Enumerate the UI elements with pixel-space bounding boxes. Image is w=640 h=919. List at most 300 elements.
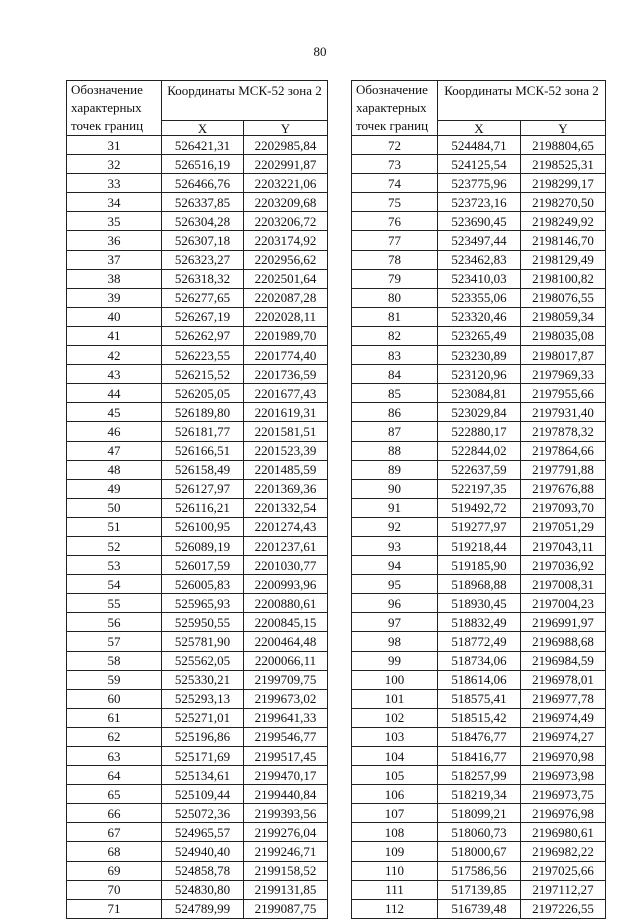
y-coordinate-cell: 2201485,59 bbox=[244, 460, 328, 479]
point-number-cell: 77 bbox=[352, 231, 438, 250]
y-coordinate-cell: 2196991,97 bbox=[521, 613, 606, 632]
x-coordinate-cell: 525271,01 bbox=[162, 708, 244, 727]
x-coordinate-cell: 526158,49 bbox=[162, 460, 244, 479]
x-column-header: X bbox=[162, 121, 244, 136]
table-row bbox=[67, 899, 328, 918]
point-number-cell: 44 bbox=[67, 384, 162, 403]
y-coordinate-cell: 2201677,43 bbox=[244, 384, 328, 403]
table-row bbox=[352, 384, 606, 403]
x-coordinate-cell: 517139,85 bbox=[438, 880, 521, 899]
table-row bbox=[352, 479, 606, 498]
y-coordinate-cell: 2197931,40 bbox=[521, 403, 606, 422]
table-row bbox=[352, 231, 606, 250]
y-coordinate-cell: 2196982,22 bbox=[521, 842, 606, 861]
y-coordinate-cell: 2198100,82 bbox=[521, 269, 606, 288]
x-coordinate-cell: 523230,89 bbox=[438, 346, 521, 365]
y-coordinate-cell: 2198525,31 bbox=[521, 155, 606, 174]
x-coordinate-cell: 526267,19 bbox=[162, 307, 244, 326]
x-coordinate-cell: 516739,48 bbox=[438, 899, 521, 918]
table-row bbox=[352, 517, 606, 536]
table-row bbox=[67, 326, 328, 345]
table-row bbox=[67, 250, 328, 269]
y-coordinate-cell: 2199641,33 bbox=[244, 708, 328, 727]
y-coordinate-cell: 2196973,98 bbox=[521, 766, 606, 785]
x-coordinate-cell: 525781,90 bbox=[162, 632, 244, 651]
y-column-header: Y bbox=[244, 121, 328, 136]
y-coordinate-cell: 2201030,77 bbox=[244, 556, 328, 575]
point-number-cell: 74 bbox=[352, 174, 438, 193]
table-row bbox=[67, 403, 328, 422]
table-row bbox=[67, 441, 328, 460]
point-number-cell: 81 bbox=[352, 307, 438, 326]
point-number-cell: 82 bbox=[352, 326, 438, 345]
y-coordinate-cell: 2199276,04 bbox=[244, 823, 328, 842]
table-row bbox=[352, 842, 606, 861]
y-coordinate-cell: 2201332,54 bbox=[244, 498, 328, 517]
table-row bbox=[352, 536, 606, 555]
table-row bbox=[67, 594, 328, 613]
x-coordinate-cell: 517586,56 bbox=[438, 861, 521, 880]
y-coordinate-cell: 2199246,71 bbox=[244, 842, 328, 861]
point-number-cell: 100 bbox=[352, 670, 438, 689]
coordinates-table-left bbox=[66, 80, 328, 919]
table-row bbox=[67, 422, 328, 441]
table-row bbox=[67, 212, 328, 231]
point-number-cell: 71 bbox=[67, 899, 162, 918]
y-coordinate-cell: 2199440,84 bbox=[244, 785, 328, 804]
x-coordinate-cell: 526089,19 bbox=[162, 536, 244, 555]
point-number-cell: 58 bbox=[67, 651, 162, 670]
table-row bbox=[67, 346, 328, 365]
table-row bbox=[67, 632, 328, 651]
x-coordinate-cell: 524789,99 bbox=[162, 899, 244, 918]
x-coordinate-cell: 523462,83 bbox=[438, 250, 521, 269]
y-coordinate-cell: 2197004,23 bbox=[521, 594, 606, 613]
x-coordinate-cell: 526205,05 bbox=[162, 384, 244, 403]
point-number-cell: 73 bbox=[352, 155, 438, 174]
y-coordinate-cell: 2201619,31 bbox=[244, 403, 328, 422]
x-coordinate-cell: 523029,84 bbox=[438, 403, 521, 422]
x-coordinate-cell: 526100,95 bbox=[162, 517, 244, 536]
table-row bbox=[352, 632, 606, 651]
point-number-cell: 79 bbox=[352, 269, 438, 288]
table-row bbox=[67, 747, 328, 766]
x-coordinate-cell: 524125,54 bbox=[438, 155, 521, 174]
y-coordinate-cell: 2199087,75 bbox=[244, 899, 328, 918]
point-number-cell: 62 bbox=[67, 727, 162, 746]
x-coordinate-cell: 522880,17 bbox=[438, 422, 521, 441]
table-row bbox=[352, 594, 606, 613]
point-number-cell: 43 bbox=[67, 365, 162, 384]
point-number-cell: 55 bbox=[67, 594, 162, 613]
table-row bbox=[352, 288, 606, 307]
point-number-cell: 57 bbox=[67, 632, 162, 651]
y-coordinate-cell: 2200066,11 bbox=[244, 651, 328, 670]
point-number-cell: 101 bbox=[352, 689, 438, 708]
point-number-cell: 66 bbox=[67, 804, 162, 823]
y-coordinate-cell: 2200845,15 bbox=[244, 613, 328, 632]
point-number-cell: 52 bbox=[67, 536, 162, 555]
point-number-cell: 89 bbox=[352, 460, 438, 479]
point-number-cell: 63 bbox=[67, 747, 162, 766]
x-coordinate-cell: 523120,96 bbox=[438, 365, 521, 384]
table-row bbox=[352, 651, 606, 670]
x-coordinate-cell: 526304,28 bbox=[162, 212, 244, 231]
x-coordinate-cell: 522197,35 bbox=[438, 479, 521, 498]
x-column-header: X bbox=[438, 121, 521, 136]
y-coordinate-cell: 2197878,32 bbox=[521, 422, 606, 441]
x-coordinate-cell: 523355,06 bbox=[438, 288, 521, 307]
x-coordinate-cell: 524940,40 bbox=[162, 842, 244, 861]
table-row bbox=[352, 861, 606, 880]
x-coordinate-cell: 518734,06 bbox=[438, 651, 521, 670]
point-number-cell: 75 bbox=[352, 193, 438, 212]
point-number-cell: 54 bbox=[67, 575, 162, 594]
y-coordinate-cell: 2196976,98 bbox=[521, 804, 606, 823]
point-number-cell: 65 bbox=[67, 785, 162, 804]
y-coordinate-cell: 2196984,59 bbox=[521, 651, 606, 670]
y-coordinate-cell: 2197093,70 bbox=[521, 498, 606, 517]
table-row bbox=[352, 365, 606, 384]
table-row bbox=[352, 689, 606, 708]
y-coordinate-cell: 2196978,01 bbox=[521, 670, 606, 689]
y-coordinate-cell: 2199517,45 bbox=[244, 747, 328, 766]
table-row bbox=[352, 346, 606, 365]
y-coordinate-cell: 2203209,68 bbox=[244, 193, 328, 212]
point-number-cell: 31 bbox=[67, 136, 162, 155]
point-number-cell: 49 bbox=[67, 479, 162, 498]
point-number-cell: 68 bbox=[67, 842, 162, 861]
x-coordinate-cell: 526116,21 bbox=[162, 498, 244, 517]
y-coordinate-cell: 2198035,08 bbox=[521, 326, 606, 345]
table-row bbox=[67, 785, 328, 804]
point-number-cell: 67 bbox=[67, 823, 162, 842]
point-number-cell: 86 bbox=[352, 403, 438, 422]
y-coordinate-cell: 2201274,43 bbox=[244, 517, 328, 536]
table-row bbox=[67, 861, 328, 880]
point-number-cell: 38 bbox=[67, 269, 162, 288]
point-number-cell: 70 bbox=[67, 880, 162, 899]
x-coordinate-cell: 518099,21 bbox=[438, 804, 521, 823]
y-coordinate-cell: 2196974,27 bbox=[521, 727, 606, 746]
y-coordinate-cell: 2196980,61 bbox=[521, 823, 606, 842]
table-row bbox=[352, 613, 606, 632]
x-coordinate-cell: 526181,77 bbox=[162, 422, 244, 441]
point-number-cell: 48 bbox=[67, 460, 162, 479]
x-coordinate-cell: 518930,45 bbox=[438, 594, 521, 613]
x-coordinate-cell: 525134,61 bbox=[162, 766, 244, 785]
point-number-cell: 93 bbox=[352, 536, 438, 555]
x-coordinate-cell: 524830,80 bbox=[162, 880, 244, 899]
point-number-cell: 107 bbox=[352, 804, 438, 823]
x-coordinate-cell: 526323,27 bbox=[162, 250, 244, 269]
y-coordinate-cell: 2199470,17 bbox=[244, 766, 328, 785]
table-row bbox=[67, 193, 328, 212]
coordinates-header: Координаты МСК-52 зона 2 bbox=[438, 81, 606, 121]
table-row bbox=[352, 441, 606, 460]
point-number-cell: 80 bbox=[352, 288, 438, 307]
point-number-cell: 90 bbox=[352, 479, 438, 498]
point-number-cell: 85 bbox=[352, 384, 438, 403]
y-coordinate-cell: 2201774,40 bbox=[244, 346, 328, 365]
x-coordinate-cell: 518575,41 bbox=[438, 689, 521, 708]
x-coordinate-cell: 523320,46 bbox=[438, 307, 521, 326]
table-row bbox=[67, 823, 328, 842]
x-coordinate-cell: 524858,78 bbox=[162, 861, 244, 880]
point-number-cell: 41 bbox=[67, 326, 162, 345]
y-coordinate-cell: 2200880,61 bbox=[244, 594, 328, 613]
point-number-cell: 40 bbox=[67, 307, 162, 326]
table-row bbox=[352, 785, 606, 804]
y-coordinate-cell: 2199709,75 bbox=[244, 670, 328, 689]
point-number-cell: 64 bbox=[67, 766, 162, 785]
table-row bbox=[352, 747, 606, 766]
point-number-cell: 106 bbox=[352, 785, 438, 804]
x-coordinate-cell: 518257,99 bbox=[438, 766, 521, 785]
table-row bbox=[352, 766, 606, 785]
y-coordinate-cell: 2197676,88 bbox=[521, 479, 606, 498]
x-coordinate-cell: 523410,03 bbox=[438, 269, 521, 288]
table-row bbox=[67, 613, 328, 632]
x-coordinate-cell: 523723,16 bbox=[438, 193, 521, 212]
table-row bbox=[352, 212, 606, 231]
x-coordinate-cell: 526516,19 bbox=[162, 155, 244, 174]
y-coordinate-cell: 2197226,55 bbox=[521, 899, 606, 918]
point-number-cell: 97 bbox=[352, 613, 438, 632]
y-coordinate-cell: 2201989,70 bbox=[244, 326, 328, 345]
y-coordinate-cell: 2201581,51 bbox=[244, 422, 328, 441]
y-coordinate-cell: 2201369,36 bbox=[244, 479, 328, 498]
table-row bbox=[67, 288, 328, 307]
table-row bbox=[67, 269, 328, 288]
y-coordinate-cell: 2199131,85 bbox=[244, 880, 328, 899]
y-coordinate-cell: 2196974,49 bbox=[521, 708, 606, 727]
point-number-cell: 105 bbox=[352, 766, 438, 785]
coordinates-header: Координаты МСК-52 зона 2 bbox=[162, 81, 328, 121]
x-coordinate-cell: 525072,36 bbox=[162, 804, 244, 823]
point-number-cell: 47 bbox=[67, 441, 162, 460]
point-number-cell: 51 bbox=[67, 517, 162, 536]
point-number-cell: 102 bbox=[352, 708, 438, 727]
table-row bbox=[352, 899, 606, 918]
y-coordinate-cell: 2202956,62 bbox=[244, 250, 328, 269]
x-coordinate-cell: 524965,57 bbox=[162, 823, 244, 842]
y-coordinate-cell: 2200993,96 bbox=[244, 575, 328, 594]
table-row bbox=[352, 174, 606, 193]
x-coordinate-cell: 518968,88 bbox=[438, 575, 521, 594]
x-coordinate-cell: 518000,67 bbox=[438, 842, 521, 861]
table-row bbox=[67, 727, 328, 746]
point-number-cell: 39 bbox=[67, 288, 162, 307]
y-coordinate-cell: 2197036,92 bbox=[521, 556, 606, 575]
table-row bbox=[67, 479, 328, 498]
point-number-cell: 60 bbox=[67, 689, 162, 708]
x-coordinate-cell: 518416,77 bbox=[438, 747, 521, 766]
point-number-cell: 111 bbox=[352, 880, 438, 899]
point-number-cell: 98 bbox=[352, 632, 438, 651]
table-row bbox=[352, 155, 606, 174]
y-coordinate-cell: 2198804,65 bbox=[521, 136, 606, 155]
table-row bbox=[67, 880, 328, 899]
table-row bbox=[352, 403, 606, 422]
point-number-cell: 88 bbox=[352, 441, 438, 460]
point-number-cell: 94 bbox=[352, 556, 438, 575]
y-coordinate-cell: 2198249,92 bbox=[521, 212, 606, 231]
y-coordinate-cell: 2199673,02 bbox=[244, 689, 328, 708]
table-row bbox=[352, 556, 606, 575]
y-coordinate-cell: 2202501,64 bbox=[244, 269, 328, 288]
x-coordinate-cell: 525171,69 bbox=[162, 747, 244, 766]
table-row bbox=[352, 823, 606, 842]
page-number: 80 bbox=[313, 44, 327, 59]
x-coordinate-cell: 523084,81 bbox=[438, 384, 521, 403]
x-coordinate-cell: 522844,02 bbox=[438, 441, 521, 460]
point-number-cell: 42 bbox=[67, 346, 162, 365]
x-coordinate-cell: 526337,85 bbox=[162, 193, 244, 212]
table-row bbox=[352, 708, 606, 727]
y-coordinate-cell: 2196977,78 bbox=[521, 689, 606, 708]
table-row bbox=[67, 689, 328, 708]
table-row bbox=[67, 556, 328, 575]
table-row bbox=[352, 804, 606, 823]
table-row bbox=[67, 804, 328, 823]
y-coordinate-cell: 2202991,87 bbox=[244, 155, 328, 174]
x-coordinate-cell: 518772,49 bbox=[438, 632, 521, 651]
y-coordinate-cell: 2202087,28 bbox=[244, 288, 328, 307]
table-row bbox=[67, 231, 328, 250]
point-number-cell: 45 bbox=[67, 403, 162, 422]
point-number-cell: 69 bbox=[67, 861, 162, 880]
x-coordinate-cell: 526307,18 bbox=[162, 231, 244, 250]
x-coordinate-cell: 519277,97 bbox=[438, 517, 521, 536]
x-coordinate-cell: 519492,72 bbox=[438, 498, 521, 517]
table-row bbox=[352, 670, 606, 689]
y-coordinate-cell: 2197043,11 bbox=[521, 536, 606, 555]
x-coordinate-cell: 526005,83 bbox=[162, 575, 244, 594]
point-number-cell: 50 bbox=[67, 498, 162, 517]
table-row bbox=[67, 708, 328, 727]
point-number-cell: 59 bbox=[67, 670, 162, 689]
y-coordinate-cell: 2198059,34 bbox=[521, 307, 606, 326]
x-coordinate-cell: 523775,96 bbox=[438, 174, 521, 193]
table-row bbox=[67, 651, 328, 670]
x-coordinate-cell: 525196,86 bbox=[162, 727, 244, 746]
point-number-cell: 95 bbox=[352, 575, 438, 594]
table-row bbox=[67, 498, 328, 517]
y-coordinate-cell: 2198076,55 bbox=[521, 288, 606, 307]
coordinates-table-right bbox=[351, 80, 606, 919]
x-coordinate-cell: 525293,13 bbox=[162, 689, 244, 708]
y-coordinate-cell: 2202028,11 bbox=[244, 307, 328, 326]
point-number-cell: 76 bbox=[352, 212, 438, 231]
x-coordinate-cell: 522637,59 bbox=[438, 460, 521, 479]
table-row bbox=[352, 422, 606, 441]
point-number-cell: 110 bbox=[352, 861, 438, 880]
point-number-cell: 109 bbox=[352, 842, 438, 861]
point-number-cell: 84 bbox=[352, 365, 438, 384]
point-number-cell: 34 bbox=[67, 193, 162, 212]
point-number-cell: 83 bbox=[352, 346, 438, 365]
y-coordinate-cell: 2201237,61 bbox=[244, 536, 328, 555]
point-number-cell: 108 bbox=[352, 823, 438, 842]
table-row bbox=[352, 250, 606, 269]
y-coordinate-cell: 2203221,06 bbox=[244, 174, 328, 193]
point-number-cell: 56 bbox=[67, 613, 162, 632]
table-row bbox=[67, 155, 328, 174]
x-coordinate-cell: 523497,44 bbox=[438, 231, 521, 250]
x-coordinate-cell: 526223,55 bbox=[162, 346, 244, 365]
x-coordinate-cell: 526127,97 bbox=[162, 479, 244, 498]
y-coordinate-cell: 2201523,39 bbox=[244, 441, 328, 460]
x-coordinate-cell: 518219,34 bbox=[438, 785, 521, 804]
y-coordinate-cell: 2198146,70 bbox=[521, 231, 606, 250]
table-row bbox=[352, 460, 606, 479]
point-number-cell: 104 bbox=[352, 747, 438, 766]
y-coordinate-cell: 2203206,72 bbox=[244, 212, 328, 231]
point-number-cell: 103 bbox=[352, 727, 438, 746]
x-coordinate-cell: 524484,71 bbox=[438, 136, 521, 155]
y-coordinate-cell: 2196988,68 bbox=[521, 632, 606, 651]
table-row bbox=[67, 517, 328, 536]
x-coordinate-cell: 519218,44 bbox=[438, 536, 521, 555]
y-coordinate-cell: 2197864,66 bbox=[521, 441, 606, 460]
x-coordinate-cell: 526262,97 bbox=[162, 326, 244, 345]
point-number-cell: 37 bbox=[67, 250, 162, 269]
table-row bbox=[352, 727, 606, 746]
x-coordinate-cell: 526466,76 bbox=[162, 174, 244, 193]
y-coordinate-cell: 2200464,48 bbox=[244, 632, 328, 651]
x-coordinate-cell: 526277,65 bbox=[162, 288, 244, 307]
point-number-cell: 91 bbox=[352, 498, 438, 517]
x-coordinate-cell: 525109,44 bbox=[162, 785, 244, 804]
y-coordinate-cell: 2197008,31 bbox=[521, 575, 606, 594]
table-body-right bbox=[352, 136, 606, 919]
y-coordinate-cell: 2197955,66 bbox=[521, 384, 606, 403]
point-number-cell: 78 bbox=[352, 250, 438, 269]
x-coordinate-cell: 519185,90 bbox=[438, 556, 521, 575]
x-coordinate-cell: 526318,32 bbox=[162, 269, 244, 288]
point-number-cell: 35 bbox=[67, 212, 162, 231]
table-body-left bbox=[67, 136, 328, 919]
table-row bbox=[352, 498, 606, 517]
x-coordinate-cell: 518614,06 bbox=[438, 670, 521, 689]
x-coordinate-cell: 518476,77 bbox=[438, 727, 521, 746]
table-row bbox=[67, 575, 328, 594]
table-row bbox=[67, 136, 328, 155]
table-row bbox=[352, 269, 606, 288]
x-coordinate-cell: 526189,80 bbox=[162, 403, 244, 422]
point-number-cell: 87 bbox=[352, 422, 438, 441]
table-row bbox=[67, 460, 328, 479]
x-coordinate-cell: 526017,59 bbox=[162, 556, 244, 575]
y-coordinate-cell: 2197025,66 bbox=[521, 861, 606, 880]
x-coordinate-cell: 525562,05 bbox=[162, 651, 244, 670]
point-number-cell: 112 bbox=[352, 899, 438, 918]
point-number-cell: 99 bbox=[352, 651, 438, 670]
y-coordinate-cell: 2199546,77 bbox=[244, 727, 328, 746]
table-row bbox=[352, 193, 606, 212]
point-number-cell: 96 bbox=[352, 594, 438, 613]
table-row bbox=[67, 365, 328, 384]
x-coordinate-cell: 526166,51 bbox=[162, 441, 244, 460]
table-row bbox=[67, 174, 328, 193]
table-row bbox=[352, 575, 606, 594]
x-coordinate-cell: 518515,42 bbox=[438, 708, 521, 727]
point-number-cell: 61 bbox=[67, 708, 162, 727]
point-number-cell: 92 bbox=[352, 517, 438, 536]
table-row bbox=[352, 136, 606, 155]
x-coordinate-cell: 525330,21 bbox=[162, 670, 244, 689]
